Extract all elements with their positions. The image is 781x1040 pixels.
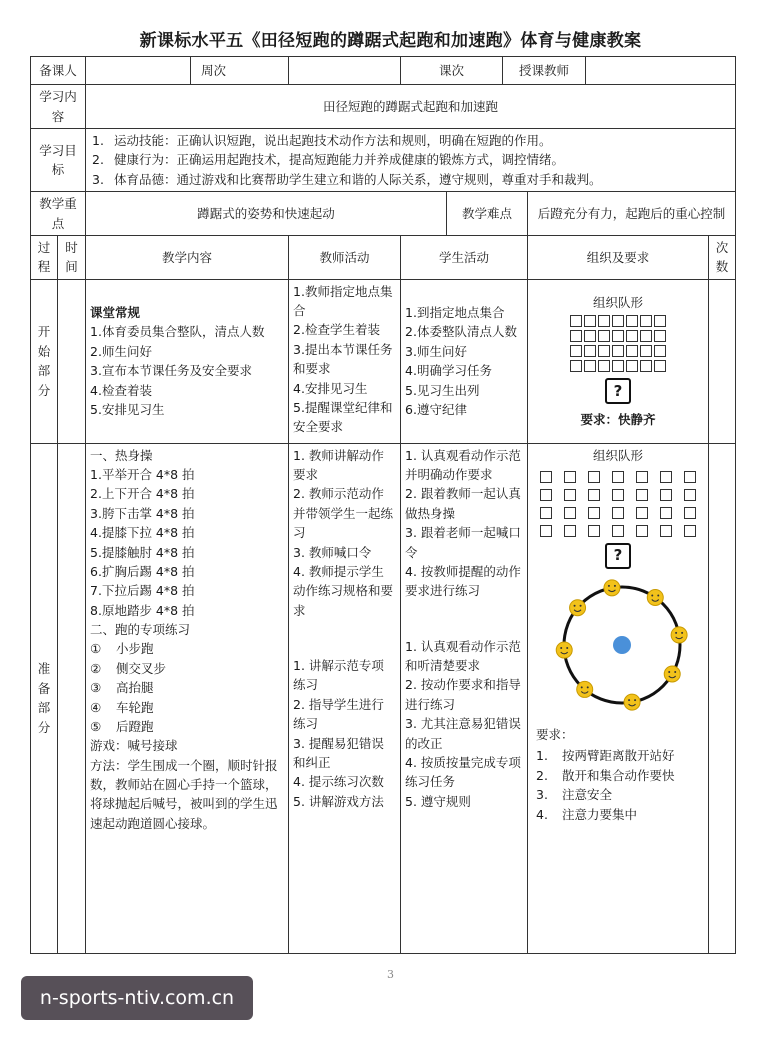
difficulty-value: 后蹬充分有力，起跑后的重心控制 — [528, 192, 736, 236]
student-marker-icon — [640, 360, 652, 372]
student-marker-icon — [584, 330, 596, 342]
student-marker-icon — [640, 315, 652, 327]
student-marker-icon — [598, 360, 610, 372]
student-marker-icon — [654, 345, 666, 357]
start-content-title: 课堂常规 — [90, 305, 141, 320]
start-teacher: 1.教师指定地点集合 2.检查学生着装 3.提出本节课任务和要求 4.安排见习生 5.提醒课堂纪律和安全要求 — [289, 279, 401, 443]
formation-row — [532, 489, 704, 501]
student-marker-icon — [598, 315, 610, 327]
student-face-icon — [671, 627, 687, 643]
content-value: 田径短跑的蹲踞式起跑和加速跑 — [86, 85, 736, 129]
watermark: n-sports-ntiv.com.cn — [21, 976, 253, 1020]
goals-row — [31, 129, 736, 192]
formation-row — [532, 360, 704, 372]
student-face-icon — [556, 642, 572, 658]
student-marker-icon — [570, 360, 582, 372]
student-marker-icon — [684, 507, 696, 519]
student-marker-icon — [564, 471, 576, 483]
student-marker-icon — [654, 315, 666, 327]
start-org-requirement: 要求：快静齐 — [580, 412, 656, 428]
student-marker-icon — [626, 330, 638, 342]
student-marker-icon — [584, 315, 596, 327]
student-marker-icon — [684, 471, 696, 483]
difficulty-label: 教学难点 — [447, 192, 528, 236]
week-label: 周次 — [191, 57, 289, 85]
prep-requirements: 要求： 1. 按两臂距离散开站好 2. 散开和集合动作要快 3. 注意安全 4. 注意力要集中 — [536, 727, 675, 822]
student-marker-icon — [660, 525, 672, 537]
student-marker-icon — [612, 360, 624, 372]
preparer-value — [86, 57, 191, 85]
key-label: 教学重点 — [31, 192, 86, 236]
student-marker-icon — [684, 489, 696, 501]
formation-row — [532, 471, 704, 483]
start-formation — [532, 315, 704, 372]
student-marker-icon — [564, 489, 576, 501]
formation-row — [532, 330, 704, 342]
lesson-label: 课次 — [401, 57, 503, 85]
start-organization — [528, 279, 709, 443]
start-count — [709, 279, 736, 443]
student-marker-icon — [598, 330, 610, 342]
student-marker-icon — [570, 330, 582, 342]
prep-formation — [532, 471, 704, 537]
prep-organization — [528, 443, 709, 953]
student-marker-icon — [598, 345, 610, 357]
teacher-marker-icon: ? — [605, 378, 631, 404]
ball-icon — [613, 636, 631, 654]
student-marker-icon — [654, 360, 666, 372]
student-marker-icon — [684, 525, 696, 537]
start-stage-label: 开始部分 — [31, 279, 58, 443]
col-count: 次数 — [709, 235, 736, 279]
student-marker-icon — [564, 525, 576, 537]
student-marker-icon — [612, 525, 624, 537]
prep-time — [58, 443, 86, 953]
student-marker-icon — [640, 330, 652, 342]
student-face-icon — [604, 580, 620, 596]
start-section-row — [31, 279, 736, 443]
student-marker-icon — [570, 315, 582, 327]
col-organization: 组织及要求 — [528, 235, 709, 279]
student-marker-icon — [660, 471, 672, 483]
student-marker-icon — [626, 315, 638, 327]
student-marker-icon — [612, 507, 624, 519]
student-marker-icon — [612, 315, 624, 327]
student-marker-icon — [588, 489, 600, 501]
student-marker-icon — [570, 345, 582, 357]
content-row — [31, 85, 736, 129]
student-marker-icon — [636, 489, 648, 501]
student-marker-icon — [612, 330, 624, 342]
student-face-icon — [624, 694, 640, 710]
game-circle-diagram — [532, 575, 712, 725]
student-face-icon — [570, 600, 586, 616]
teacher-marker-icon: ? — [605, 543, 631, 569]
goal-item: 3. 体育品德：通过游戏和比赛帮助学生建立和谐的人际关系，遵守规则，尊重对手和裁判。 — [92, 171, 602, 187]
game-name: 游戏：喊号接球 — [90, 738, 178, 754]
student-marker-icon — [584, 345, 596, 357]
week-value — [289, 57, 401, 85]
page-title: 新课标水平五《田径短跑的蹲踞式起跑和加速跑》体育与健康教案 — [139, 31, 642, 51]
student-marker-icon — [612, 345, 624, 357]
formation-row — [532, 315, 704, 327]
prep-count — [709, 443, 736, 953]
prep-teacher: 1. 教师讲解动作要求 2. 教师示范动作并带领学生一起练习 3. 教师喊口令 4. 教师提示学生动作练习规格和要求 1. 讲解示范专项练习 2. 指导学生进行练习 3. 提醒易犯错误和纠正 4. 提示练习次数 5. 讲解游戏方法 — [289, 443, 401, 953]
goals-list — [86, 129, 736, 192]
prep-stage-label: 准备部分 — [31, 443, 58, 953]
page-number: 3 — [387, 968, 394, 981]
teacher-label: 授课教师 — [503, 57, 586, 85]
student-marker-icon — [540, 489, 552, 501]
lesson-plan-table — [30, 56, 736, 954]
col-student: 学生活动 — [401, 235, 528, 279]
start-student: 1.到指定地点集合 2.体委整队清点人数 3.师生问好 4.明确学习任务 5.见习生出列 6.遵守纪律 — [401, 279, 528, 443]
student-face-icon — [647, 589, 663, 605]
student-marker-icon — [588, 525, 600, 537]
preparer-label: 备课人 — [31, 57, 86, 85]
col-teacher: 教师活动 — [289, 235, 401, 279]
col-process: 过程 — [31, 235, 58, 279]
student-marker-icon — [612, 489, 624, 501]
formation-row — [532, 525, 704, 537]
prep-content: 一、热身操 1.平举开合 4*8 拍 2.上下开合 4*8 拍 3.胯下击掌 4*8 拍 4.提膝下拉 4*8 拍 5.提膝触肘 4*8 拍 6.扩胸后踢 4*8 拍 7.下拉后踢 4*8 拍 8.原地踏步 4*8 拍 二、跑的专项练习 ① 小步跑 ② 侧交叉步 ③ 高抬腿 ④ 车轮跑 ⑤ 后蹬跑 游戏：喊号接球 方法：学生围成一个圈，顺时针报数，教师站在圆心手持一个篮球，将球抛起后喊号，被叫到的学生迅速起动跑道圆心接球。 — [86, 443, 289, 953]
formation-row — [532, 345, 704, 357]
student-marker-icon — [626, 345, 638, 357]
content-label: 学习内容 — [31, 85, 86, 129]
prep-section-row — [31, 443, 736, 953]
goal-item: 2. 健康行为：正确运用起跑技术，提高短跑能力并养成健康的锻炼方式，调控情绪。 — [92, 152, 565, 168]
student-marker-icon — [636, 525, 648, 537]
game-method: 方法：学生围成一个圈，顺时针报数，教师站在圆心手持一个篮球，将球抛起后喊号，被叫到的学生迅速起动跑道圆心接球。 — [90, 757, 278, 831]
student-marker-icon — [540, 525, 552, 537]
student-marker-icon — [612, 471, 624, 483]
drill-list: ① 小步跑 ② 侧交叉步 ③ 高抬腿 ④ 车轮跑 ⑤ 后蹬跑 — [90, 641, 167, 734]
student-marker-icon — [636, 507, 648, 519]
student-marker-icon — [584, 360, 596, 372]
prep-org-title: 组织队形 — [593, 447, 644, 463]
start-org-title: 组织队形 — [593, 294, 644, 310]
student-marker-icon — [626, 360, 638, 372]
student-marker-icon — [660, 507, 672, 519]
start-content: 课堂常规 1.体育委员集合整队，清点人数 2.师生问好 3.宣布本节课任务及安全要求 4.检查着装 5.安排见习生 — [86, 279, 289, 443]
student-marker-icon — [540, 507, 552, 519]
student-marker-icon — [654, 330, 666, 342]
student-marker-icon — [588, 507, 600, 519]
student-marker-icon — [588, 471, 600, 483]
student-marker-icon — [640, 345, 652, 357]
column-header-row — [31, 235, 736, 279]
start-time — [58, 279, 86, 443]
col-time: 时间 — [58, 235, 86, 279]
goal-item: 1. 运动技能：正确认识短跑，说出起跑技术动作方法和规则，明确在短跑的作用。 — [92, 133, 552, 148]
teacher-value — [586, 57, 736, 85]
header-row — [31, 57, 736, 85]
student-face-icon — [664, 666, 680, 682]
student-marker-icon — [564, 507, 576, 519]
formation-row — [532, 507, 704, 519]
student-marker-icon — [540, 471, 552, 483]
key-value: 蹲踞式的姿势和快速起动 — [86, 192, 447, 236]
student-face-icon — [577, 681, 593, 697]
goals-label: 学习目标 — [31, 129, 86, 192]
prep-student: 1. 认真观看动作示范并明确动作要求 2. 跟着教师一起认真做热身操 3. 跟着老师一起喊口令 4. 按教师提醒的动作要求进行练习 1. 认真观看动作示范和听清楚要求 2. 按动作要求和指导进行练习 3. 尤其注意易犯错误的改正 4. 按质按量完成专项练习任务 5. 遵守规则 — [401, 443, 528, 953]
student-marker-icon — [660, 489, 672, 501]
student-marker-icon — [636, 471, 648, 483]
key-points-row — [31, 192, 736, 236]
col-content: 教学内容 — [86, 235, 289, 279]
